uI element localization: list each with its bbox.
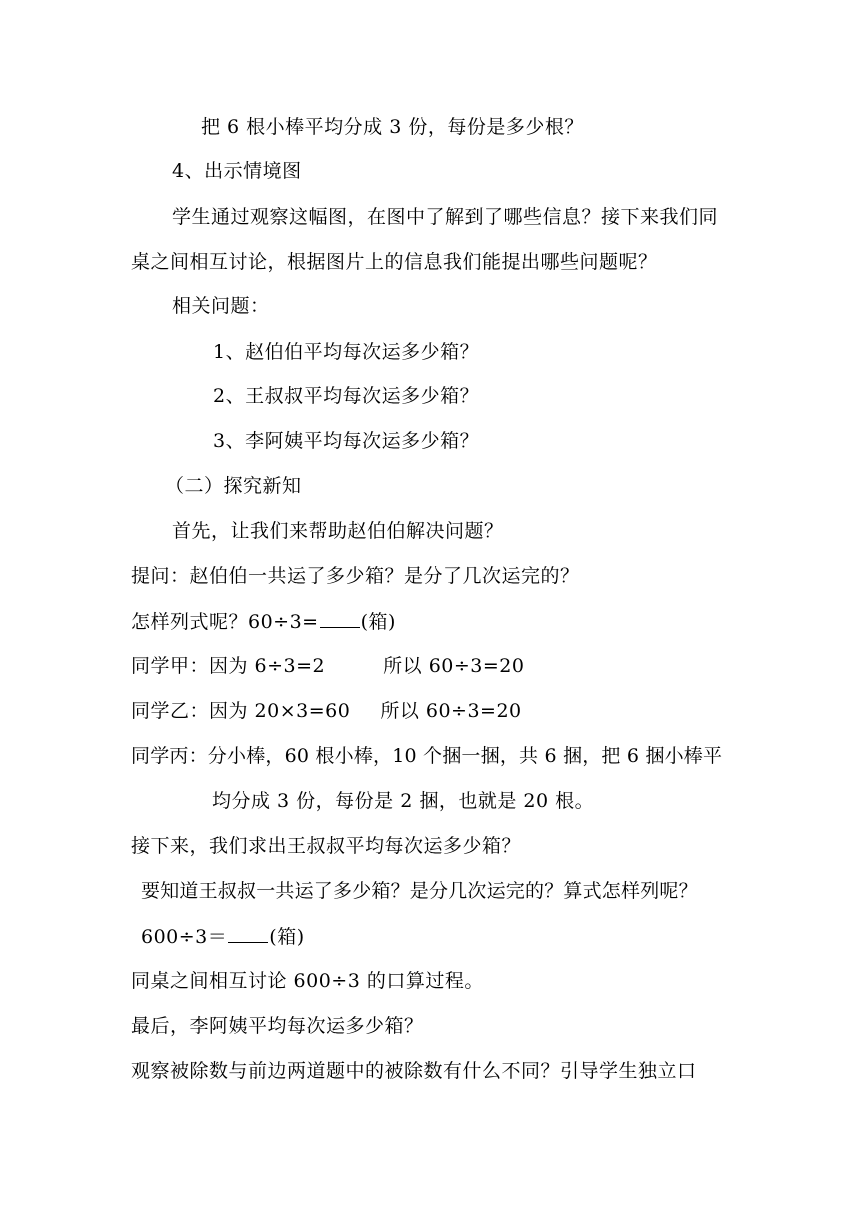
list-item: 3、李阿姨平均每次运多少箱？: [213, 430, 480, 452]
answer-blank: [228, 924, 268, 943]
answer-blank: [320, 609, 360, 628]
text-line: 均分成 3 份，每份是 2 捆，也就是 20 根。: [212, 790, 595, 812]
student-b-line: [131, 699, 522, 723]
text-line: 首先，让我们来帮助赵伯伯解决问题？: [172, 520, 504, 542]
student-b-reason: 同学乙：因为 20×3=60: [131, 700, 351, 722]
equation-prefix: 600÷3＝: [141, 926, 228, 948]
text-line: 接下来，我们求出王叔叔平均每次运多少箱？: [131, 835, 522, 857]
text-line: 学生通过观察这幅图，在图中了解到了哪些信息？接下来我们同: [172, 206, 719, 228]
equation-suffix: (箱): [360, 611, 396, 633]
student-c-line: 同学丙：分小棒，60 根小棒，10 个捆一捆，共 6 捆，把 6 捆小棒平: [131, 745, 723, 767]
text-line: 桌之间相互讨论，根据图片上的信息我们能提出哪些问题呢？: [131, 251, 658, 273]
equation-line-2: [141, 924, 305, 949]
equation-prefix: 怎样列式呢？60÷3=: [131, 611, 319, 633]
list-item: 2、王叔叔平均每次运多少箱？: [213, 385, 480, 407]
student-a-result: 所以 60÷3=20: [383, 655, 525, 677]
text-line: 最后，李阿姨平均每次运多少箱？: [131, 1015, 424, 1037]
text-line: 把 6 根小棒平均分成 3 份，每份是多少根？: [201, 116, 584, 138]
section-heading: （二）探究新知: [165, 475, 302, 497]
text-line: 相关问题：: [172, 295, 270, 317]
text-line: 观察被除数与前边两道题中的被除数有什么不同？引导学生独立口: [131, 1060, 697, 1082]
student-b-result: 所以 60÷3=20: [380, 700, 522, 722]
student-a-line: [131, 654, 524, 678]
student-a-reason: 同学甲：因为 6÷3=2: [131, 655, 326, 677]
section-heading: 4、出示情境图: [172, 160, 302, 182]
equation-suffix: (箱): [269, 926, 305, 948]
equation-line: [131, 609, 396, 634]
list-item: 1、赵伯伯平均每次运多少箱？: [213, 341, 480, 363]
text-line: 提问：赵伯伯一共运了多少箱？是分了几次运完的？: [131, 565, 580, 587]
text-line: 同桌之间相互讨论 600÷3 的口算过程。: [131, 970, 484, 992]
text-line: 要知道王叔叔一共运了多少箱？是分几次运完的？算式怎样列呢？: [141, 880, 698, 902]
